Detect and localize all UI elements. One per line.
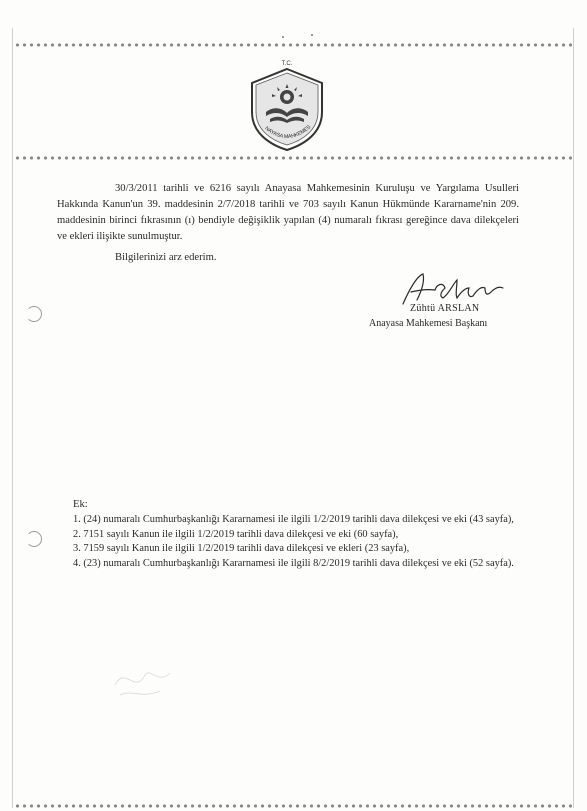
enclosures-heading: Ek: bbox=[73, 499, 88, 510]
scan-speck bbox=[282, 36, 284, 38]
closing-line: Bilgilerinizi arz ederim. bbox=[115, 252, 217, 263]
emblem-bottom-text: NAYASA MAHKEMES bbox=[263, 124, 313, 141]
enclosure-item: 2. 7151 sayılı Kanun ile ilgili 1/2/2019 tarihli dava dilekçesi ve eki (60 sayfa), bbox=[73, 528, 399, 540]
court-emblem-icon bbox=[244, 56, 330, 152]
letterhead-dotted-border bbox=[14, 155, 574, 161]
scan-speck bbox=[311, 34, 313, 36]
punch-hole-mark bbox=[26, 531, 42, 547]
signatory-name: Zühtü ARSLAN bbox=[410, 303, 480, 314]
enclosure-item: 4. (23) numaralı Cumhurbaşkanlığı Kararnamesi ile ilgili 8/2/2019 tarihli dava dilekçesi ve eki (52 sayfa). bbox=[73, 557, 514, 569]
main-paragraph: 30/3/2011 tarihli ve 6216 sayılı Anayasa Mahkemesinin Kuruluşu ve Yargılama Usulleri Hakkında Kanun'un 39. maddesinin 2/7/2018 tarihli ve 703 sayılı Kanun Hükmünde Kararname'nin 209. maddesinin birinci fıkrasının (ı) bendiyle değişiklik yapılan (4) numaralı fıkrası gereğince dava dilekçeleri ve ekleri ilişikte sunulmuştur. bbox=[57, 183, 519, 242]
enclosures-list bbox=[73, 513, 523, 571]
scan-smudge bbox=[110, 655, 180, 705]
signatory-title: Anayasa Mahkemesi Başkanı bbox=[369, 318, 488, 329]
top-dotted-border bbox=[14, 42, 574, 48]
punch-hole-mark bbox=[26, 306, 42, 322]
enclosure-item: 1. (24) numaralı Cumhurbaşkanlığı Kararnamesi ile ilgili 1/2/2019 tarihli dava dilekçesi ve eki (43 sayfa), bbox=[73, 514, 514, 525]
emblem-top-text: T.C. bbox=[281, 61, 293, 67]
bottom-dotted-border bbox=[14, 803, 574, 809]
right-edge-line bbox=[573, 28, 574, 808]
left-edge-line bbox=[12, 28, 13, 808]
enclosure-item: 3. 7159 sayılı Kanun ile ilgili 1/2/2019 tarihli dava dilekçesi ve ekleri (23 sayfa), bbox=[73, 543, 410, 554]
